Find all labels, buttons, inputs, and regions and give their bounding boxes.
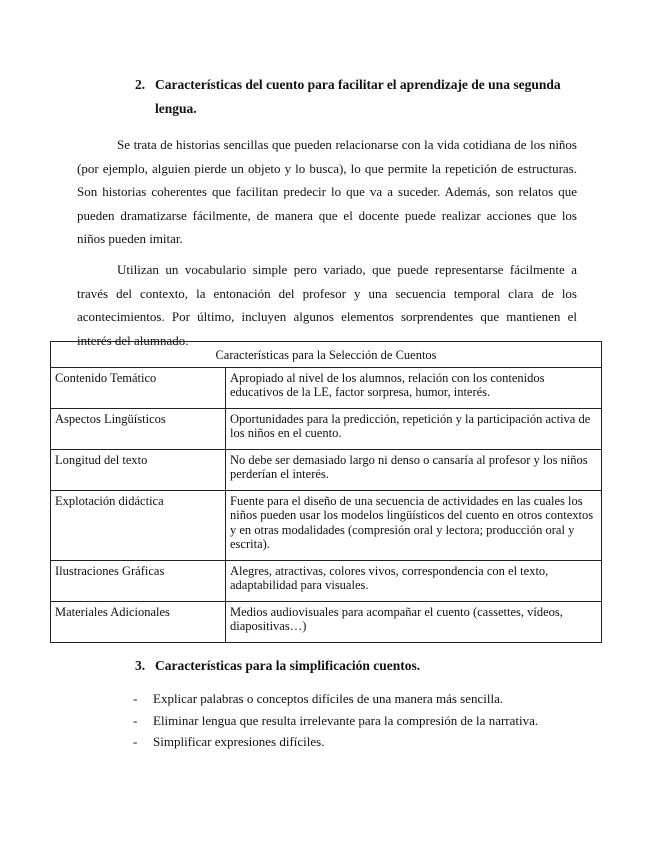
section-3-number: 3. [135, 658, 146, 673]
table-caption-row [51, 342, 602, 368]
paragraph-2: Utilizan un vocabulario simple pero variado, que puede representarse fácilmente a través del contexto, la entonación del profesor y una secuencia temporal clara de los acontecimientos. Por último, incluyen algunos elementos sorprendentes que mantienen el interés del alumnado. [77, 262, 577, 348]
list-item [133, 710, 593, 732]
paragraph-1: Se trata de historias sencillas que pueden relacionarse con la vida cotidiana de los niños (por ejemplo, alguien pierde un objeto y lo busca), lo que permite la repetición de estructuras. Son historias coherentes que facilitan predecir lo que va a suceder. Además, son relatos que pueden dramatizarse fácilmente, de manera que el docente puede realizar acciones que los niños pueden imitar. [77, 137, 577, 246]
row-value: Alegres, atractivas, colores vivos, correspondencia con el texto, adaptabilidad para visuales. [226, 561, 602, 602]
table-row [51, 368, 602, 409]
row-label: Materiales Adicionales [51, 602, 226, 643]
row-label: Longitud del texto [51, 450, 226, 491]
section-2-title: Características del cuento para facilitar el aprendizaje de una segunda lengua. [155, 77, 561, 116]
table-row [51, 602, 602, 643]
table-row [51, 491, 602, 561]
list-item-text: Simplificar expresiones difíciles. [153, 734, 325, 749]
list-item-text: Eliminar lengua que resulta irrelevante para la compresión de la narrativa. [153, 712, 539, 728]
list-item [133, 688, 593, 710]
section-2-heading [135, 73, 585, 121]
bullet-marker: - [133, 712, 138, 728]
row-value: Fuente para el diseño de una secuencia de actividades en las cuales los niños pueden usar los modelos lingüísticos del cuento en otros contextos y en otras modalidades (compresión oral y lectora; producción oral y escrita). [226, 491, 602, 561]
table-row [51, 409, 602, 450]
row-label: Aspectos Lingüísticos [51, 409, 226, 450]
table-row [51, 561, 602, 602]
row-value: Apropiado al nivel de los alumnos, relación con los contenidos educativos de la LE, factor sorpresa, humor, interés. [226, 368, 602, 409]
row-label: Explotación didáctica [51, 491, 226, 561]
section-2-number: 2. [135, 77, 146, 92]
section-3-title: Características para la simplificación cuentos. [155, 658, 421, 673]
list-item-text: Explicar palabras o conceptos difíciles de una manera más sencilla. [153, 691, 504, 706]
row-label: Ilustraciones Gráficas [51, 561, 226, 602]
row-value: No debe ser demasiado largo ni denso o cansaría al profesor y los niños perderían el interés. [226, 450, 602, 491]
section-3-heading [135, 654, 585, 678]
row-value: Oportunidades para la predicción, repetición y la participación activa de los niños en el cuento. [226, 409, 602, 450]
bullet-marker: - [133, 691, 138, 706]
row-label: Contenido Temático [51, 368, 226, 409]
simplification-list [133, 688, 593, 753]
table-caption: Características para la Selección de Cuentos [51, 342, 602, 368]
bullet-marker: - [133, 734, 138, 749]
table-row [51, 450, 602, 491]
row-value: Medios audiovisuales para acompañar el cuento (cassettes, vídeos, diapositivas…) [226, 602, 602, 643]
story-selection-table [50, 341, 602, 643]
list-item [133, 731, 593, 753]
